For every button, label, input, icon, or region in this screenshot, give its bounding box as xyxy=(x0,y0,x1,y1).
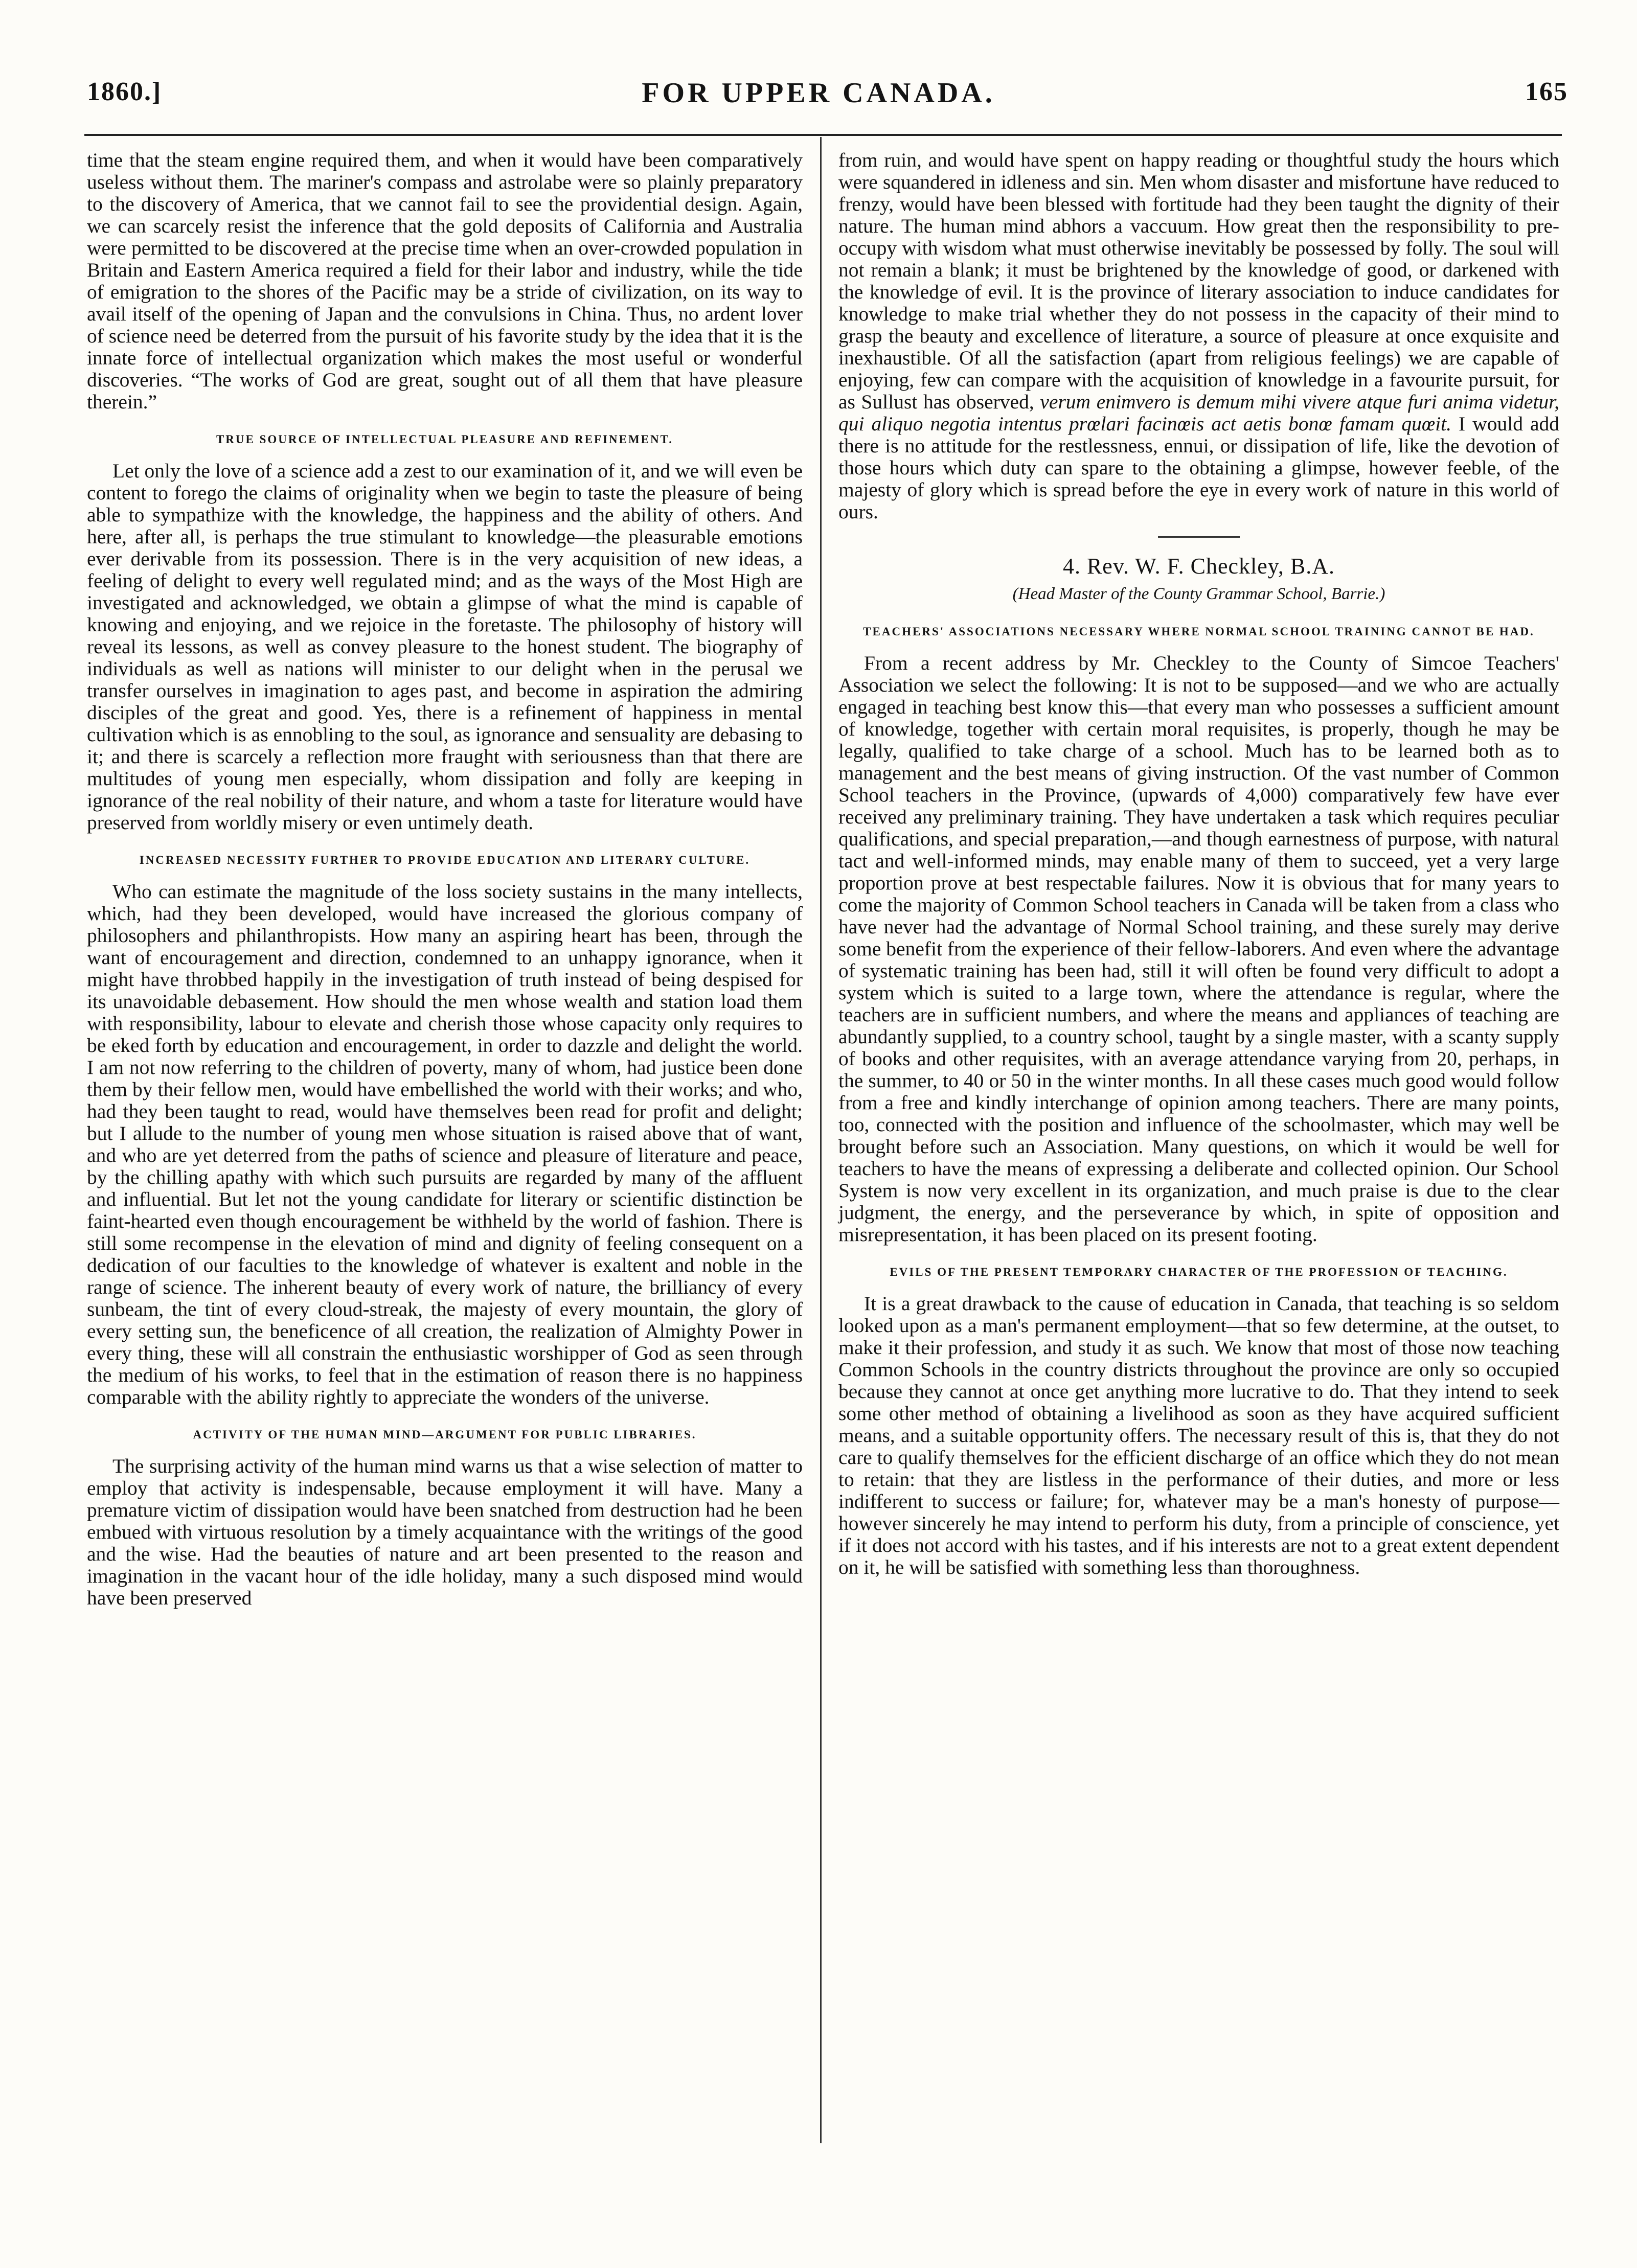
header-rule xyxy=(84,134,1562,136)
paragraph xyxy=(838,149,1559,523)
section-heading: EVILS OF THE PRESENT TEMPORARY CHARACTER OF THE PROFESSION OF TEACHING. xyxy=(890,1266,1508,1278)
page-number: 165 xyxy=(1525,77,1568,106)
right-column xyxy=(838,149,1559,1584)
header-year: 1860.] xyxy=(87,77,162,106)
section-heading: INCREASED NECESSITY FURTHER TO PROVIDE EDUCATION AND LITERARY CULTURE. xyxy=(139,854,751,866)
section-heading: ACTIVITY OF THE HUMAN MIND—ARGUMENT FOR PUBLIC LIBRARIES. xyxy=(193,1428,697,1441)
paragraph: The surprising activity of the human mind warns us that a wise selection of matter to employ that activity is indespensable, because employment it will have. Many a premature victim of dissipation would have been snatched from destruction had he been embued with virtuous resolution by a timely acquaintance with the writings of the good and the wise. Had the beauties of nature and art been presented to the reason and imagination in the vacant hour of the idle holiday, many a such disposed mind would have been preserved xyxy=(87,1455,803,1609)
section-heading: TRUE SOURCE OF INTELLECTUAL PLEASURE AND REFINEMENT. xyxy=(216,433,674,446)
latin-quotation: verum enimvero is demum mihi vivere atque furi anima videtur, qui aliquo negotia intentus prœlari facinœis act aetis bonœ famam quœit. xyxy=(838,391,1559,435)
paragraph: time that the steam engine required them, and when it would have been comparatively useless without them. The mariner's compass and astrolabe were so plainly preparatory to the discovery of America, that we cannot fail to see the providential design. Again, we can scarcely resist the inference that the gold deposits of California and Australia were permitted to be discovered at the precise time when an over-crowded population in Britain and Eastern America required a field for their labor and industry, while the tide of emigration to the shores of the Pacific may be a stride of civilization, on its way to avail itself of the opening of Japan and the convulsions in China. Thus, no ardent lover of science need be deterred from the pursuit of his favorite study by the idea that it is the innate force of intellectual organization which makes the most useful or wonderful discoveries. “The works of God are great, sought out of all them that have pleasure therein.” xyxy=(87,149,803,413)
page-header xyxy=(0,0,1637,123)
paragraph: Who can estimate the magnitude of the loss society sustains in the many intellects, which, had they been developed, would have increased the glorious company of philosophers and philanthropists. How many an aspiring heart has been, through the want of encouragement and direction, condemned to an unhappy ignorance, when it might have throbbed happily in the investigation of truth instead of being despised for its unavoidable debasement. How should the men whose wealth and station load them with responsibility, labour to elevate and cherish those whose capacity only requires to be eked forth by education and encouragement, in order to dazzle and delight the world. I am not now referring to the children of poverty, many of whom, had justice been done them by their fellow men, would have embellished the world with their works; and who, had they been taught to read, would have themselves been read for profit and delight; but I allude to the number of young men whose situation is raised above that of want, and who are yet deterred from the paths of science and pleasure of literature and peace, by the chilling apathy with which such pursuits are regarded by many of the affluent and influential. But let not the young candidate for literary or scientific distinction be faint-hearted even though encouragement be withheld by the world of fashion. There is still some recompense in the elevation of mind and dignity of feeling consequent on a dedication of our faculties to the knowledge of whatever is exaltent and noble in the range of science. The inherent beauty of every work of nature, the brilliancy of every sunbeam, the tint of every cloud-streak, the majesty of every mountain, the glory of every setting sun, the beneficence of all creation, the realization of Almighty Power in every thing, these will all constrain the enthusiastic worshipper of God as seen through the medium of his works, to feel that in the estimation of reason there is no happiness comparable with the ability rightly to appreciate the wonders of the universe. xyxy=(87,880,803,1408)
author-heading: 4. Rev. W. F. Checkley, B.A. xyxy=(1062,554,1335,579)
author-affiliation: (Head Master of the County Grammar School, Barrie.) xyxy=(1012,585,1385,603)
paragraph-text: I would add there is no attitude for the restlessness, ennui, or dissipation of life, like the devotion of those hours which duty can spare to the obtaining a glimpse, however feeble, of the majesty of glory which is spread before the eye in every work of nature in this world of ours. xyxy=(838,413,1560,523)
column-divider xyxy=(820,137,822,2143)
paragraph: Let only the love of a science add a zest to our examination of it, and we will even be content to forego the claims of originality when we begin to taste the pleasure of being able to sympathize with the knowledge, the happiness and the ability of others. And here, after all, is perhaps the true stimulant to knowledge—the pleasurable emotions ever derivable from its possession. There is in the very acquisition of new ideas, a feeling of delight to every well regulated mind; and as the ways of the Most High are investigated and acknowledged, we obtain a glimpse of what the mind is capable of knowing and enjoying, and we rejoice in the foretaste. The philosophy of history will reveal its lessons, as well as convey pleasure to the honest student. The biography of individuals as well as nations will minister to our delight when in the perusal we transfer ourselves in imagination to ages past, and become in aspiration the admiring disciples of the great and good. Yes, there is a refinement of happiness in mental cultivation which is as ennobling to the soul, as ignorance and sensuality are debasing to it; and there is scarcely a reflection more fraught with seriousness than that there are multitudes of young men especially, whom dissipation and folly are keeping in ignorance of the real nobility of their nature, and whom a taste for literature would have preserved from worldly misery or even untimely death. xyxy=(87,460,803,834)
section-heading: TEACHERS' ASSOCIATIONS NECESSARY WHERE NORMAL SCHOOL TRAINING CANNOT BE HAD. xyxy=(863,625,1535,638)
paragraph-text: from ruin, and would have spent on happy reading or thoughtful study the hours which were squandered in idleness and sin. Men whom disaster and misfortune have reduced to frenzy, would have been blessed with fortitude had they been taught the dignity of their nature. The human mind abhors a vaccuum. How great then the responsibility to pre-occupy with wisdom what must otherwise inevitably be possessed by folly. The soul will not remain a blank; it must be brightened by the knowledge of good, or darkened with the knowledge of evil. It is the province of literary association to induce candidates for knowledge to make trial whether they do not possess in the capacity of their mind to grasp the beauty and excellence of literature, a source of pleasure at once exquisite and inexhaustible. Of all the satisfaction (apart from religious feelings) we are capable of enjoying, few can compare with the acquisition of knowledge in a favourite pursuit, for as Sullust has observed, xyxy=(838,149,1559,413)
paragraph: From a recent address by Mr. Checkley to the County of Simcoe Teachers' Association we select the following: It is not to be supposed—and we who are actually engaged in teaching best know this—that every man who possesses a sufficient amount of knowledge, together with certain moral requisites, is properly, though he may be legally, qualified to take charge of a school. Much has to be learned both as to management and the best means of giving instruction. Of the vast number of Common School teachers in the Province, (upwards of 4,000) comparatively few have ever received any preliminary training. They have undertaken a task which requires peculiar qualifications, and special preparation,—and though earnestness of purpose, with natural tact and well-informed minds, may enable many of them to succeed, yet a very large proportion prove at best respectable failures. Now it is obvious that for many years to come the majority of Common School teachers in Canada will be taken from a class who have never had the advantage of Normal School training, and these surely may derive some benefit from the experience of their fellow-laborers. And even where the advantage of systematic training has been had, still it will often be found very difficult to adopt a system which is suited to a large town, where the attendance is regular, where the teachers are in sufficient numbers, and where the means and appliances of teaching are abundantly supplied, to a country school, taught by a single master, with a scanty supply of books and other requisites, with an average attendance varying from 20, perhaps, in the summer, to 40 or 50 in the winter months. In all these cases much good would follow from a free and kindly interchange of opinion among teachers. There are many points, too, connected with the position and influence of the schoolmaster, which may well be brought before such an Association. Many questions, on which it would be well for teachers to have the means of expressing a deliberate and collected opinion. Our School System is now very excellent in its organization, and much praise is due to the clear judgment, the energy, and the perseverance by which, in spite of opposition and misrepresentation, it has been placed on its present footing. xyxy=(838,652,1559,1246)
section-divider xyxy=(1158,536,1240,538)
left-column xyxy=(87,149,803,1614)
paragraph: It is a great drawback to the cause of education in Canada, that teaching is so seldom looked upon as a man's permanent employment—that so few determine, at the outset, to make it their profession, and study it as such. We know that most of those now teaching Common Schools in the country districts throughout the province are only so occupied because they cannot at once get anything more lucrative to do. That they intend to seek some other method of obtaining a livelihood as soon as they have acquired sufficient means, and a suitable opportunity offers. The necessary result of this is, that they do not care to qualify themselves for the efficient discharge of an office which they do not mean to retain: that they are listless in the performance of their duties, and more or less indifferent to success or failure; for, whatever may be a man's honesty of purpose—however sincerely he may intend to perform his duty, from a principle of conscience, yet if it does not accord with his tastes, and if his interests are not to a great extent dependent on it, he will be satisfied with something less than thoroughness. xyxy=(838,1292,1559,1578)
running-title: FOR UPPER CANADA. xyxy=(642,77,995,109)
